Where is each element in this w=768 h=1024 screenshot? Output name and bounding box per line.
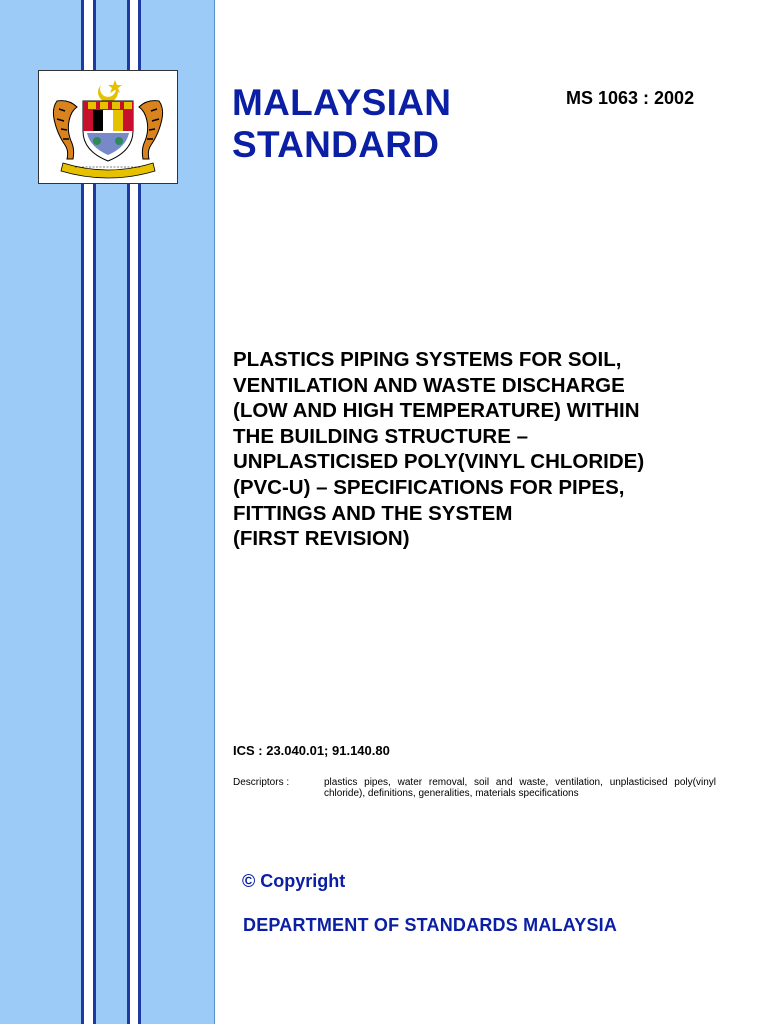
descriptors-text: plastics pipes, water removal, soil and waste, ventilation, unplasticised poly(vinyl chloride), definitions, generalities, materials specifications — [324, 777, 716, 799]
malaysia-coat-of-arms-icon — [39, 71, 177, 183]
title-line: STANDARD — [232, 124, 440, 165]
subject-line: PLASTICS PIPING SYSTEMS FOR SOIL, — [233, 348, 622, 371]
standard-subject — [233, 347, 753, 552]
copyright-notice: © Copyright — [242, 871, 346, 891]
subject-line: UNPLASTICISED POLY(VINYL CHLORIDE) — [233, 450, 645, 474]
subject-line: THE BUILDING STRUCTURE – — [233, 424, 528, 448]
subject-line: FITTINGS AND THE SYSTEM — [233, 501, 513, 525]
title-line: MALAYSIAN — [232, 82, 452, 123]
ics-code: ICS : 23.040.01; 91.140.80 — [233, 743, 390, 758]
descriptors-label: Descriptors : — [233, 777, 290, 788]
standard-number: MS 1063 : 2002 — [566, 88, 695, 108]
crest-frame — [38, 70, 178, 184]
subject-line: VENTILATION AND WASTE DISCHARGE — [233, 373, 625, 397]
subject-line: (LOW AND HIGH TEMPERATURE) WITHIN — [233, 399, 640, 423]
subject-line: (PVC-U) – SPECIFICATIONS FOR PIPES, — [233, 475, 625, 499]
department-name: DEPARTMENT OF STANDARDS MALAYSIA — [243, 915, 618, 935]
document-title — [232, 82, 451, 166]
subject-line: (FIRST REVISION) — [233, 527, 410, 551]
